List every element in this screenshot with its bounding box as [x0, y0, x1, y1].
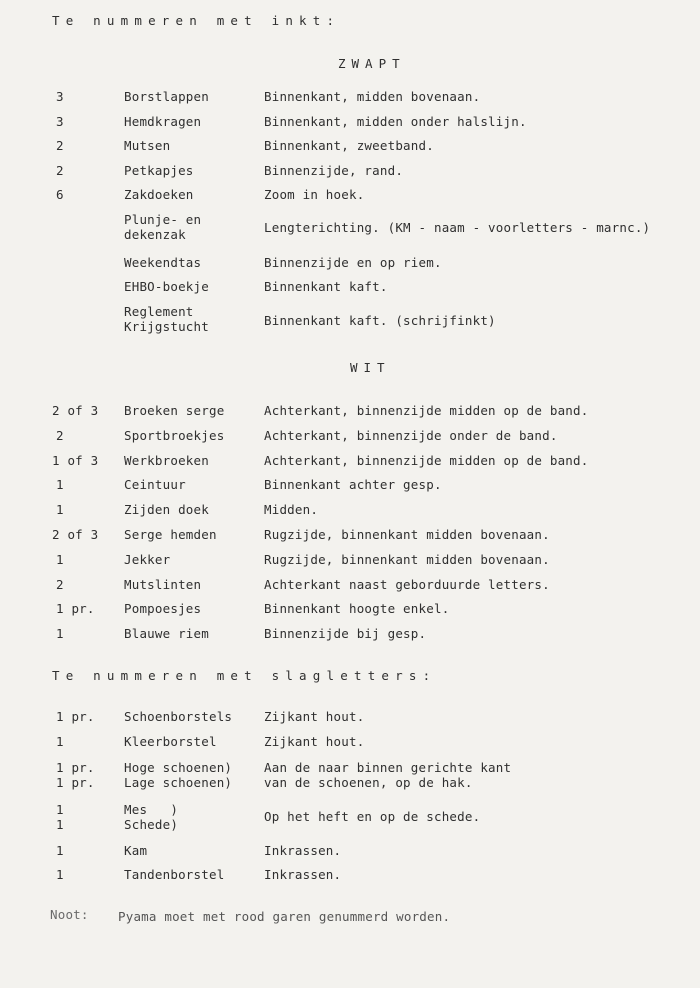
section-title-ink: Te nummeren met inkt:	[52, 13, 341, 28]
description: Binnenkant achter gesp.	[264, 477, 442, 492]
item: Mes ) Schede)	[124, 802, 179, 832]
item: Schoenborstels	[124, 709, 233, 724]
qty: 2	[56, 428, 64, 443]
description: Binnenkant, midden onder halslijn.	[264, 114, 527, 129]
item: Mutsen	[124, 138, 171, 153]
qty: 1 pr.	[56, 601, 95, 616]
item: Werkbroeken	[124, 453, 209, 468]
description: Binnenkant kaft.	[264, 279, 388, 294]
item: Borstlappen	[124, 89, 209, 104]
item: Kam	[124, 843, 148, 858]
qty: 2	[56, 577, 64, 592]
item: Zijden doek	[124, 502, 209, 517]
description: Zijkant hout.	[264, 734, 365, 749]
item: Hoge schoenen) Lage schoenen)	[124, 760, 233, 790]
item: Sportbroekjes	[124, 428, 225, 443]
note-text: Pyama moet met rood garen genummerd worden.	[118, 909, 451, 924]
heading-zwart: ZWAPT	[338, 56, 406, 71]
item: Ceintuur	[124, 477, 186, 492]
description: Binnenkant, midden bovenaan.	[264, 89, 481, 104]
qty: 1	[56, 502, 64, 517]
qty: 1	[56, 843, 64, 858]
section-title-slagletters: Te nummeren met slagletters:	[52, 668, 437, 683]
description: Rugzijde, binnenkant midden bovenaan.	[264, 552, 550, 567]
qty: 2 of 3	[52, 403, 99, 418]
qty: 1 pr.	[56, 709, 95, 724]
item: Hemdkragen	[124, 114, 202, 129]
description: Binnenzijde en op riem.	[264, 255, 442, 270]
qty: 1	[56, 626, 64, 641]
description: Rugzijde, binnenkant midden bovenaan.	[264, 527, 550, 542]
description: Aan de naar binnen gerichte kant van de schoenen, op de hak.	[264, 760, 512, 790]
item: Kleerborstel	[124, 734, 217, 749]
description: Achterkant, binnenzijde midden op de band.	[264, 403, 589, 418]
description: Inkrassen.	[264, 843, 342, 858]
description: Lengterichting. (KM - naam - voorletters - marnc.)	[264, 220, 651, 235]
description: Achterkant, binnenzijde onder de band.	[264, 428, 558, 443]
item: Petkapjes	[124, 163, 194, 178]
description: Inkrassen.	[264, 867, 342, 882]
description: Op het heft en op de schede.	[264, 809, 481, 824]
description: Binnenzijde, rand.	[264, 163, 404, 178]
item: Blauwe riem	[124, 626, 209, 641]
item: Mutslinten	[124, 577, 202, 592]
description: Binnenkant hoogte enkel.	[264, 601, 450, 616]
item: Broeken serge	[124, 403, 225, 418]
qty: 2	[56, 163, 64, 178]
note-label: Noot:	[50, 907, 89, 922]
description: Zijkant hout.	[264, 709, 365, 724]
qty: 2	[56, 138, 64, 153]
qty: 1 pr. 1 pr.	[56, 760, 95, 790]
item: Tandenborstel	[124, 867, 225, 882]
qty: 1	[56, 734, 64, 749]
description: Achterkant, binnenzijde midden op de band.	[264, 453, 589, 468]
item: EHBO-boekje	[124, 279, 209, 294]
description: Binnenkant kaft. (schrijfinkt)	[264, 313, 496, 328]
qty: 1 of 3	[52, 453, 99, 468]
description: Binnenkant, zweetband.	[264, 138, 434, 153]
description: Achterkant naast geborduurde letters.	[264, 577, 550, 592]
item: Plunje- en dekenzak	[124, 212, 202, 242]
item: Zakdoeken	[124, 187, 194, 202]
qty: 1	[56, 552, 64, 567]
item: Jekker	[124, 552, 171, 567]
description: Binnenzijde bij gesp.	[264, 626, 427, 641]
qty: 3	[56, 89, 64, 104]
heading-wit: WIT	[350, 360, 391, 375]
description: Midden.	[264, 502, 319, 517]
item: Reglement Krijgstucht	[124, 304, 209, 334]
qty: 1 1	[56, 802, 64, 832]
qty: 2 of 3	[52, 527, 99, 542]
qty: 6	[56, 187, 64, 202]
qty: 1	[56, 477, 64, 492]
qty: 3	[56, 114, 64, 129]
item: Pompoesjes	[124, 601, 202, 616]
item: Weekendtas	[124, 255, 202, 270]
description: Zoom in hoek.	[264, 187, 365, 202]
qty: 1	[56, 867, 64, 882]
item: Serge hemden	[124, 527, 217, 542]
